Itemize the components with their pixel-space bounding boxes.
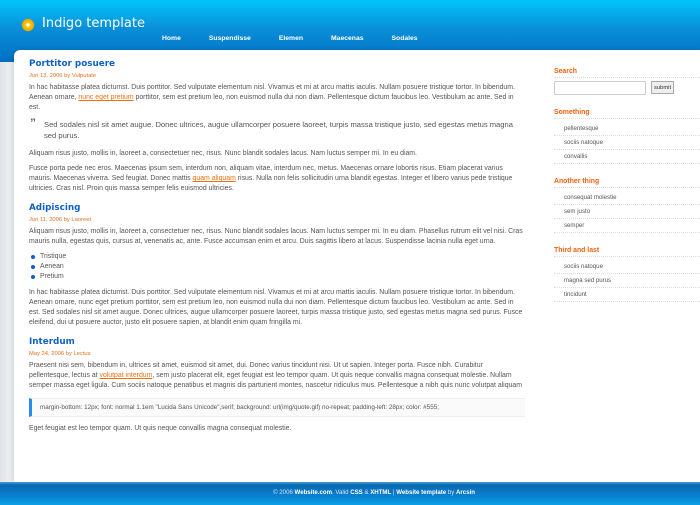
post-title[interactable]: Interdum [29, 337, 75, 347]
sidebar-link[interactable]: tincidunt [554, 288, 700, 302]
text: risus. Nulla non felis sollicitudin urna blandit egestas. Integer et libero varius pede tristique ultricies. Cras nisl. Proin quis massa semper felis euismod ultricies. [29, 175, 513, 192]
footer [0, 482, 700, 505]
paragraph [29, 83, 525, 113]
footer-link-author[interactable]: Arcsin [456, 489, 475, 496]
sidebar-heading: Something [554, 109, 700, 119]
main-nav [162, 35, 446, 42]
search-input[interactable] [554, 81, 646, 95]
list-item: Pretium [29, 272, 525, 282]
text: porttitor, sem est pretium leo, non euismod nulla dui non diam. Pellentesque dictum faucibus leo. Vestibulum ac ante. Sed in est. [29, 94, 514, 111]
quote-icon: ” [30, 116, 36, 130]
text: , sem justo placerat elit, eget feugiat est leo tempor quam. Ut quis neque convallis magna consequat molestie. Nullam semper massa eget ligula. Cum sociis natoque penatibus et magnis dis parturient montes, nascetur ridiculus mus. Pellentesque a nibh quis nunc volutpat aliquam [29, 372, 522, 389]
sidebar-heading: Another thing [554, 178, 700, 188]
logo-flower-icon [21, 18, 35, 32]
sidebar-link[interactable]: consequat molestie [554, 191, 700, 205]
list-item: Tristique [29, 252, 525, 262]
post [29, 337, 525, 434]
sidebar-link[interactable]: pellentesque [554, 122, 700, 136]
nav-sodales[interactable]: Sodales [391, 35, 418, 42]
page-content [14, 50, 700, 482]
sidebar-section [554, 178, 700, 233]
footer-link-xhtml[interactable]: XHTML [370, 489, 392, 496]
bullet-list [29, 252, 525, 282]
text: Fusce porta pede nec eros. Maecenas ipsum sem, interdum non, aliquam vitae, interdum nec, metus. Maecenas ornare lobortis risus. Etiam placerat varius mauris. Maecenas viverra. Sed feugiat. Donec mattis [29, 165, 503, 182]
nav-elemen[interactable]: Elemen [278, 35, 304, 42]
main-column [29, 59, 525, 443]
post-meta: May 24, 2006 by Lectus [29, 351, 91, 357]
post [29, 203, 525, 328]
footer-text: © 2006 [273, 489, 295, 496]
post-title[interactable]: Adipiscing [29, 203, 81, 213]
paragraph: Eget feugiat est leo tempor quam. Ut quis neque convallis magna consequat molestie. [29, 425, 292, 432]
sidebar-heading: Search [554, 68, 700, 78]
sidebar [554, 68, 700, 316]
site-title[interactable]: Indigo template [42, 16, 145, 31]
footer-link-css[interactable]: CSS [350, 489, 363, 496]
sidebar-section [554, 109, 700, 164]
post-title[interactable]: Porttitor posuere [29, 59, 116, 69]
quote-text: Sed sodales nisl sit amet augue. Donec ultrices, augue ullamcorper posuere laoreet, turpis massa tristique justo, sed egestas metus magna sed purus. [44, 120, 513, 140]
inline-link[interactable]: nunc eget pretium [78, 94, 134, 101]
sidebar-link[interactable]: magna sed purus [554, 274, 700, 288]
sidebar-link[interactable]: sociis natoque [554, 260, 700, 274]
post-meta: Jun 11, 2006 by Laoreet [29, 217, 92, 223]
post-meta: Jun 13, 2006 by Vulputate [29, 73, 97, 79]
submit-button[interactable]: submit [651, 81, 674, 94]
paragraph: Aliquam risus justo, mollis in, laoreet a, consectetuer nec, risus. Nunc blandit sodales lacus. Nam luctus semper mi. In eu diam. Phasellus rutrum elit vel nisi. Cras mauris nulla, egestas quis, cursus at, venenatis ac, ante. Fusce accumsan enim et arcu. Duis sagittis libero at lacus. Suspendisse lacinia nulla eget urna. [29, 228, 523, 245]
search-form [554, 81, 700, 95]
sidebar-link[interactable]: convallis [554, 150, 700, 164]
footer-text: by [446, 489, 457, 496]
footer-text: . Valid [332, 489, 351, 496]
blockquote [30, 116, 525, 141]
sidebar-heading: Third and last [554, 247, 700, 257]
list-item: Aenean [29, 262, 525, 272]
search-section [554, 68, 700, 95]
inline-link[interactable]: quam aliquam [192, 175, 236, 182]
nav-home[interactable]: Home [162, 35, 181, 42]
sidebar-link[interactable]: semper [554, 219, 700, 233]
sidebar-link[interactable]: sem justo [554, 205, 700, 219]
paragraph: Aliquam risus justo, mollis in, laoreet a, consectetuer nec, risus. Nunc blandit sodales lacus. Nam luctus semper mi. In eu diam. [29, 150, 417, 157]
paragraph [29, 164, 525, 194]
post [29, 59, 525, 194]
footer-link-site[interactable]: Website.com [294, 489, 333, 496]
nav-suspendisse[interactable]: Suspendisse [208, 35, 251, 42]
paragraph [29, 361, 525, 391]
footer-text: & [362, 489, 371, 496]
inline-link[interactable]: volutpat interdum [99, 372, 153, 379]
paragraph: In hac habitasse platea dictumst. Duis porttitor. Sed vulputate elementum nisl. Vivamus et mi at arcu mattis iaculis. Nullam posuere tristique tortor. In bibendum. Aenean ornare, nunc eget pretium porttitor, sem est pretium leo, non euismod nulla dui non diam. Pellentesque dictum faucibus leo. Vestibulum ac ante. Sed in est. Sed sodales nisl sit amet augue. Donec ultrices, augue ullamcorper posuere laoreet, turpis massa tristique justo, sed egestas metus magna sed purus. Fusce eleifend, dui ut posuere auctor, justo elit posuere sapien, at blandit enim quam fringilla mi. [29, 289, 523, 326]
footer-text: | [391, 489, 397, 496]
text: Praesent nisi sem, bibendum in, ultrices sit amet, euismod sit amet, dui. Donec varius tincidunt nisi. Ut ut sapien. Integer porta. Fusce nibh. Curabitur pellentesque, lectus at [29, 362, 483, 379]
text: In hac habitasse platea dictumst. Duis porttitor. Sed vulputate elementum nisl. Vivamus et mi at arcu mattis iaculis. Nullam posuere tristique tortor. In bibendum. Aenean ornare, [29, 84, 515, 101]
sidebar-link[interactable]: sociis natoque [554, 136, 700, 150]
footer-link-template[interactable]: Website template [396, 489, 447, 496]
nav-maecenas[interactable]: Maecenas [331, 35, 364, 42]
sidebar-section [554, 247, 700, 302]
code-block: margin-bottom: 12px; font: normal 1.1em "Lucida Sans Unicode",serif; background: url(img/quote.gif) no-repeat; padding-left: 28px; color: #555; [29, 398, 525, 417]
